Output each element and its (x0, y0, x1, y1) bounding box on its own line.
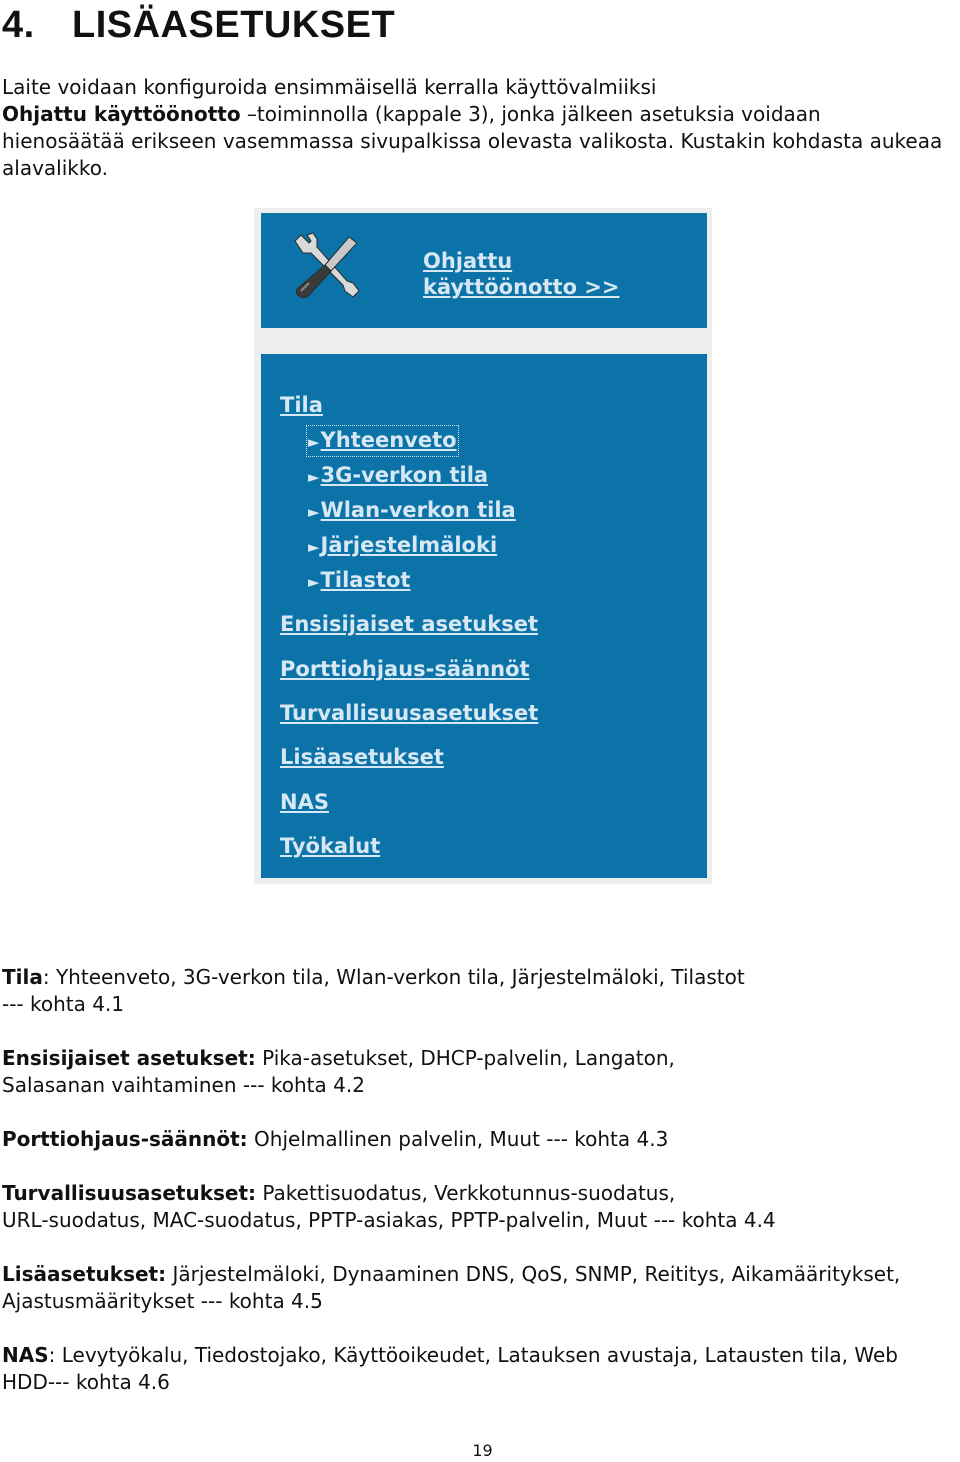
intro-line-1: Laite voidaan konfiguroida ensimmäisellä kerralla käyttövalmiiksi (2, 75, 657, 99)
description-label: Tila (2, 965, 43, 989)
description-line (2, 1045, 960, 1072)
description-text: Järjestelmäloki, Dynaaminen DNS, QoS, SNMP, Reititys, Aikamääritykset, (166, 1262, 901, 1286)
description-text: URL-suodatus, MAC-suodatus, PPTP-asiakas, PPTP-palvelin, Muut --- kohta 4.4 (2, 1208, 776, 1232)
arrow-icon: ► (308, 573, 320, 591)
description-label: Lisäasetukset: (2, 1262, 167, 1286)
description-line (2, 1261, 960, 1288)
arrow-icon: ► (308, 433, 320, 451)
description-text: Ohjelmallinen palvelin, Muut --- kohta 4.3 (247, 1127, 669, 1151)
menu-item-tila[interactable]: Tila (280, 393, 323, 417)
intro-line-2-rest: –toiminnolla (kappale 3), jonka jälkeen asetuksia voidaan (240, 102, 821, 126)
description-label-suffix: : (42, 965, 50, 989)
description-line (2, 1126, 960, 1153)
intro-bold-term: Ohjattu käyttöönotto (2, 102, 241, 126)
section-heading (2, 2, 395, 48)
description-text: Ajastusmääritykset --- kohta 4.5 (2, 1289, 323, 1313)
menu-item-tyokalut[interactable]: Työkalut (280, 834, 381, 858)
section-title: LISÄASETUKSET (72, 4, 396, 46)
description-lisaasetukset (2, 1261, 960, 1315)
submenu-label: 3G-verkon tila (320, 463, 489, 487)
submenu-label: Tilastot (320, 568, 411, 592)
description-line (2, 1180, 960, 1207)
description-text: HDD--- kohta 4.6 (2, 1370, 170, 1394)
menu-item-porttiohjaus-saannot[interactable]: Porttiohjaus-säännöt (280, 657, 530, 681)
sidebar-menu-panel (261, 354, 707, 878)
submenu-item-yhteenveto[interactable] (308, 427, 457, 455)
wrench-screwdriver-icon (287, 231, 363, 307)
description-nas (2, 1342, 960, 1396)
submenu-label: Järjestelmäloki (320, 533, 498, 557)
menu-item-turvallisuusasetukset[interactable]: Turvallisuusasetukset (280, 701, 539, 725)
page-number: 19 (472, 1441, 493, 1460)
description-line (2, 1342, 960, 1369)
menu-item-ensisijaiset-asetukset[interactable]: Ensisijaiset asetukset (280, 612, 538, 636)
description-text: Pakettisuodatus, Verkkotunnus-suodatus, (256, 1181, 676, 1205)
description-tila (2, 964, 960, 1018)
description-label-suffix: : (48, 1343, 56, 1367)
description-text: --- kohta 4.1 (2, 992, 125, 1016)
description-ensisijaiset-asetukset (2, 1045, 960, 1099)
intro-line-4: alavalikko. (2, 156, 108, 180)
submenu-label: Wlan-verkon tila (320, 498, 516, 522)
submenu-item-wlan-verkon-tila[interactable] (308, 497, 516, 525)
intro-line-2 (2, 101, 960, 128)
description-label: NAS (2, 1343, 49, 1367)
intro-line-3: hienosäätää erikseen vasemmassa sivupalkissa olevasta valikosta. Kustakin kohdasta aukeaa (2, 129, 943, 153)
description-text: Yhteenveto, 3G-verkon tila, Wlan-verkon tila, Järjestelmäloki, Tilastot (49, 965, 745, 989)
description-label: Porttiohjaus-säännöt: (2, 1127, 248, 1151)
menu-item-lisaasetukset[interactable]: Lisäasetukset (280, 745, 444, 769)
submenu-item-3g-verkon-tila[interactable] (308, 462, 488, 490)
description-porttiohjaus-saannot (2, 1126, 960, 1153)
description-label: Ensisijaiset asetukset: (2, 1046, 256, 1070)
intro-paragraph (2, 74, 960, 182)
description-text: Salasanan vaihtaminen --- kohta 4.2 (2, 1073, 365, 1097)
section-number: 4. (2, 4, 35, 46)
wizard-panel (261, 213, 707, 328)
description-text: Pika-asetukset, DHCP-palvelin, Langaton, (255, 1046, 675, 1070)
submenu-item-tilastot[interactable] (308, 567, 410, 595)
submenu-item-jarjestelmaloki[interactable] (308, 532, 497, 560)
menu-item-nas[interactable]: NAS (280, 790, 329, 814)
arrow-icon: ► (308, 538, 320, 556)
guided-setup-link[interactable] (423, 248, 620, 300)
description-turvallisuusasetukset (2, 1180, 960, 1234)
description-text: Levytyökalu, Tiedostojako, Käyttöoikeudet, Latauksen avustaja, Latausten tila, Web (55, 1343, 898, 1367)
guided-setup-line-1: Ohjattu (423, 249, 513, 273)
arrow-icon: ► (308, 503, 320, 521)
guided-setup-line-2: käyttöönotto >> (423, 275, 620, 299)
description-line (2, 964, 960, 991)
description-label: Turvallisuusasetukset: (2, 1181, 257, 1205)
submenu-label: Yhteenveto (320, 428, 457, 452)
arrow-icon: ► (308, 468, 320, 486)
